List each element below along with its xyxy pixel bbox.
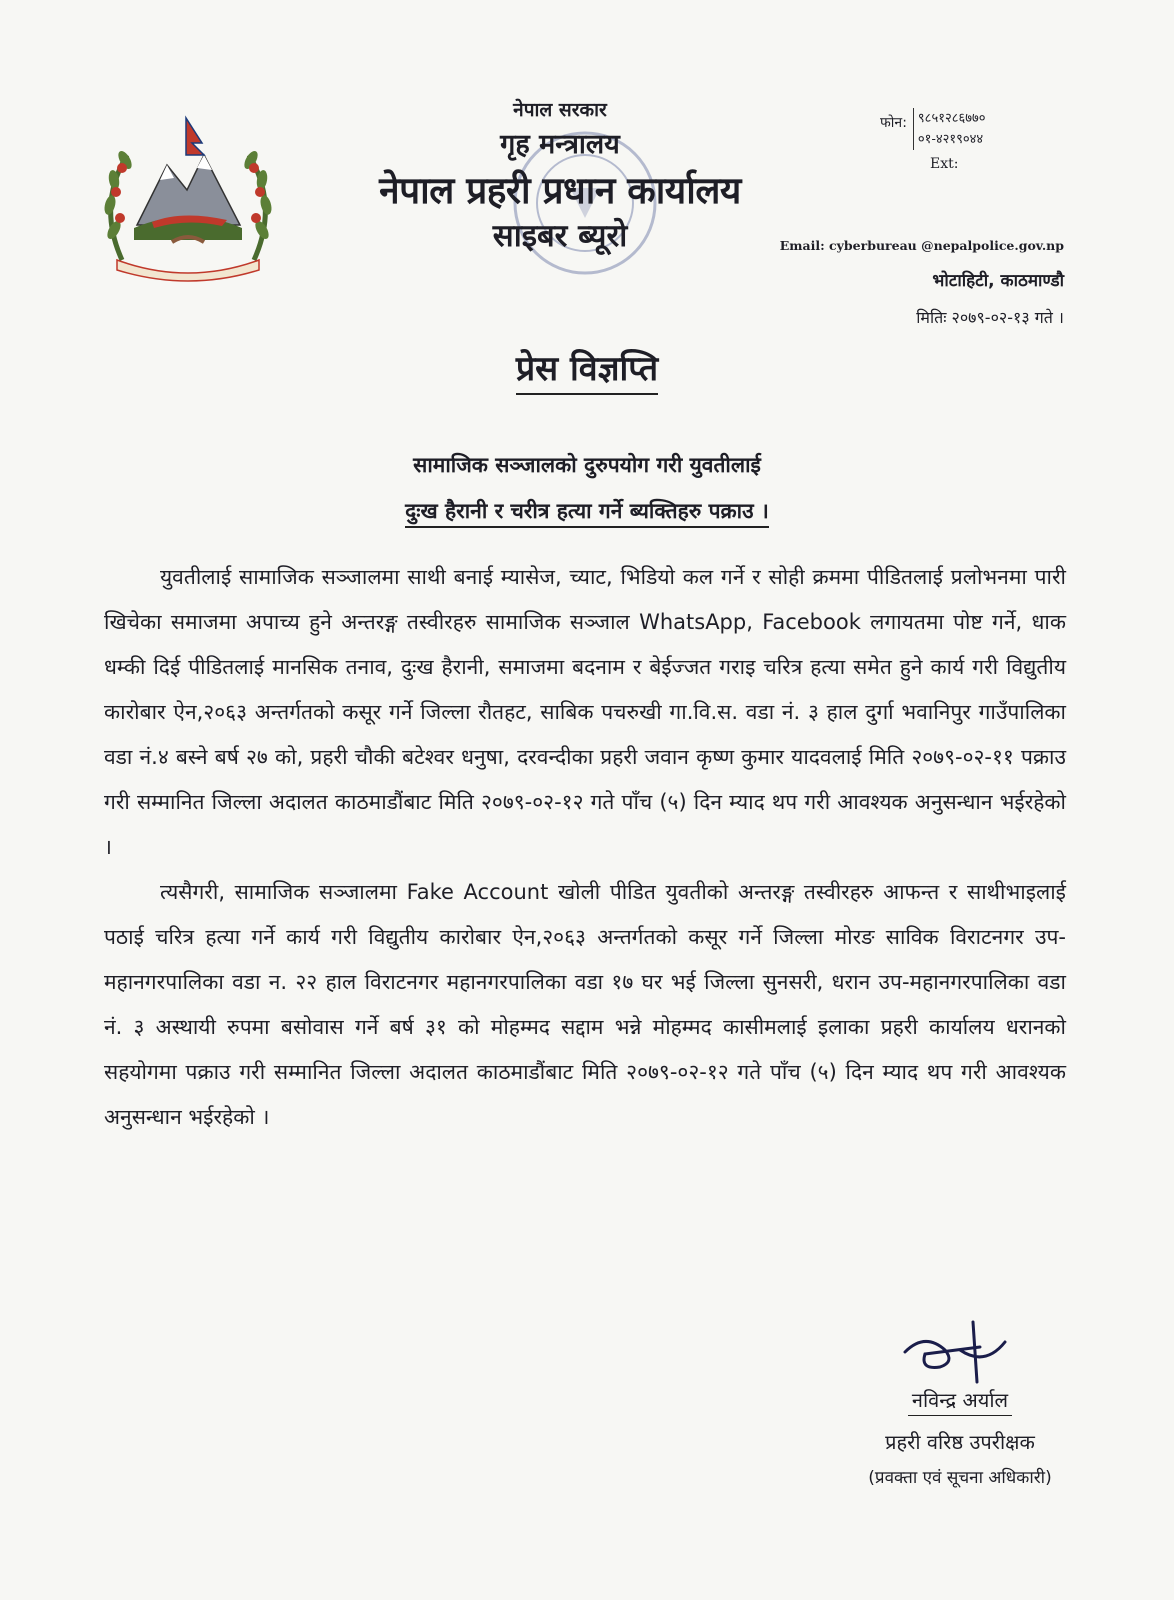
handwritten-signature	[885, 1312, 1035, 1392]
contact-block	[880, 108, 1080, 172]
document-title-text: प्रेस विज्ञप्ति	[516, 349, 658, 395]
signatory-role: (प्रवक्ता एवं सूचना अधिकारी)	[868, 1468, 1052, 1488]
subject-heading	[0, 442, 1174, 534]
phone-number-1: ९८५१२८६७७०	[917, 111, 986, 126]
signatory-name: नविन्द्र अर्याल	[908, 1386, 1012, 1416]
subject-line-1: सामाजिक सञ्जालको दुरुपयोग गरी युवतीलाई	[413, 453, 761, 477]
ministry-name: गृह मन्त्रालय	[500, 129, 620, 160]
letterhead	[290, 92, 830, 256]
signatory-rank: प्रहरी वरिष्ठ उपरीक्षक	[885, 1430, 1035, 1454]
body-text	[104, 555, 1066, 1140]
phone-row	[880, 108, 1080, 150]
phone-number-2: ०१-४२१९०४४	[917, 132, 984, 147]
office-name: नेपाल प्रहरी प्रधान कार्यालय	[379, 169, 741, 212]
bureau-name: साइबर ब्यूरो	[492, 218, 628, 254]
body-paragraph-1: युवतीलाई सामाजिक सञ्जालमा साथी बनाई म्यासेज, च्याट, भिडियो कल गर्ने र सोही क्रममा पीडितलाई प्रलोभनमा पारी खिचेका समाजमा अपाच्य हुने अन्तरङ्ग तस्वीरहरु सामाजिक सञ्जाल WhatsApp, Facebook लगायतमा पोष्ट गर्ने, धाक धम्की दिई पीडितलाई मानसिक तनाव, दुःख हैरानी, समाजमा बदनाम र बेईज्जत गराइ चरित्र हत्या समेत हुने कार्य गरी विद्युतीय कारोबार ऐन,२०६३ अन्तर्गतको कसूर गर्ने जिल्ला रौतहट, साबिक पचरुखी गा.वि.स. वडा नं. ३ हाल दुर्गा भवानिपुर गाउँपालिका वडा नं.४ बस्ने बर्ष २७ को, प्रहरी चौकी बटेश्वर धनुषा, दरवन्दीका प्रहरी जवान कृष्ण कुमार यादवलाई मिति २०७९-०२-११ पक्राउ गरी सम्मानित जिल्ला अदालत काठमाडौंबाट मिति २०७९-०२-१२ गते पाँच (५) दिन म्याद थप गरी आवश्यक अनुसन्धान भईरहेको ।	[104, 565, 1066, 859]
signature-block	[830, 1312, 1090, 1488]
office-address: भोटाहिटी, काठमाण्डौ	[932, 271, 1064, 291]
subject-line-2: दुःख हैरानी र चरीत्र हत्या गर्ने ब्यक्तिहरु पक्राउ ।	[405, 499, 769, 528]
ext-label: Ext:	[930, 156, 959, 172]
phone-numbers	[913, 108, 986, 150]
government-name: नेपाल सरकार	[513, 99, 607, 121]
nepal-emblem-icon	[92, 110, 284, 282]
issue-date: मितिः २०७९-०२-१३ गते ।	[916, 308, 1064, 327]
phone-label: फोन:	[880, 115, 907, 131]
body-paragraph-2: त्यसैगरी, सामाजिक सञ्जालमा Fake Account खोली पीडित युवतीको अन्तरङ्ग तस्वीरहरु आफन्त र साथीभाइलाई पठाई चरित्र हत्या गर्ने कार्य गरी विद्युतीय कारोबार ऐन,२०६३ अन्तर्गतको कसूर गर्ने जिल्ला मोरङ साविक विराटनगर उप-महानगरपालिका वडा न. २२ हाल विराटनगर महानगरपालिका वडा १७ घर भई जिल्ला सुनसरी, धरान उप-महानगरपालिका वडा नं. ३ अस्थायी रुपमा बसोवास गर्ने बर्ष ३१ को मोहम्मद सद्दाम भन्ने मोहम्मद कासीमलाई इलाका प्रहरी कार्यालय धरानको सहयोगमा पक्राउ गरी सम्मानित जिल्ला अदालत काठमाडौंबाट मिति २०७९-०२-१२ गते पाँच (५) दिन म्याद थप गरी आवश्यक अनुसन्धान भईरहेको ।	[104, 880, 1066, 1129]
email-address: Email: cyberbureau @nepalpolice.gov.np	[779, 238, 1064, 253]
document-title	[0, 344, 1174, 390]
